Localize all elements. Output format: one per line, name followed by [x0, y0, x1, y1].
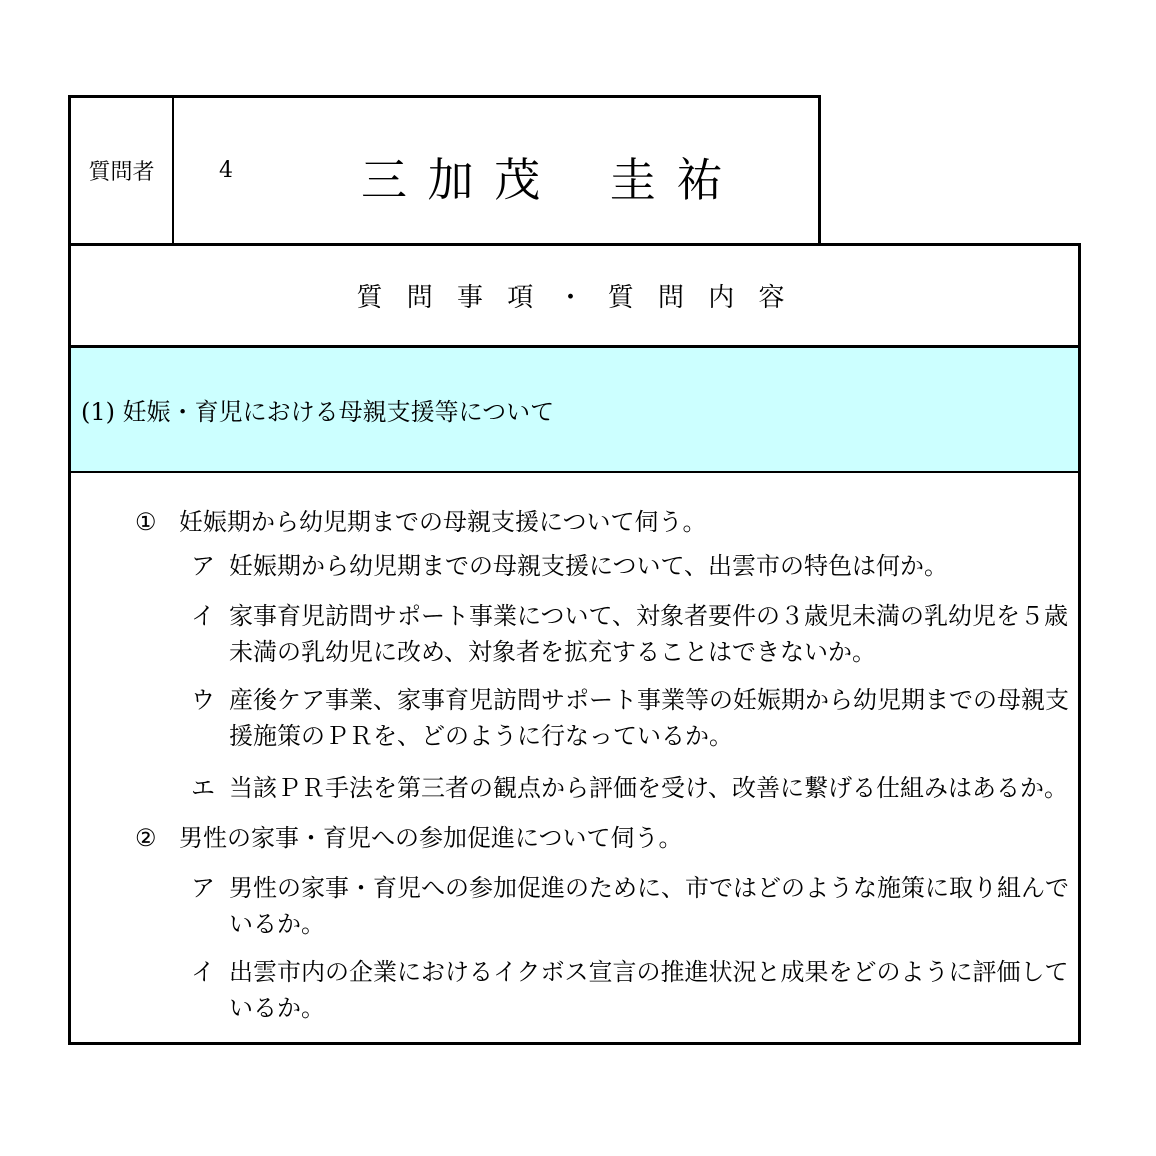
item-marker: ア: [191, 874, 215, 902]
questioner-label: 質問者: [71, 98, 174, 243]
item-marker: イ: [191, 602, 215, 630]
section-title: 質 問 事 項 ・ 質 問 内 容: [71, 246, 1078, 348]
item-marker: ウ: [191, 686, 215, 714]
item-text: 援施策のＰＲを、どのように行なっているか。: [229, 722, 733, 750]
item-text: 出雲市内の企業におけるイクボス宣言の推進状況と成果をどのように評価して: [229, 958, 1069, 986]
item-text: 家事育児訪問サポート事業について、対象者要件の３歳児未満の乳幼児を５歳: [229, 602, 1069, 630]
item-text: いるか。: [229, 994, 325, 1022]
questioner-header: [68, 95, 821, 246]
questioner-number: 4: [219, 158, 233, 183]
item-text: 男性の家事・育児への参加促進について伺う。: [179, 824, 683, 852]
item-text: 妊娠期から幼児期までの母親支援について伺う。: [179, 508, 707, 536]
item-text: 産後ケア事業、家事育児訪問サポート事業等の妊娠期から幼児期までの母親支: [229, 686, 1069, 714]
item-marker: ア: [191, 552, 215, 580]
item-marker: エ: [191, 774, 215, 802]
topic-heading: (1) 妊娠・育児における母親支援等について: [71, 348, 1078, 473]
item-marker: イ: [191, 958, 215, 986]
questioner-name: 三 加 茂 圭 祐: [361, 153, 726, 207]
item-marker: ②: [135, 824, 157, 852]
item-marker: ①: [135, 508, 157, 536]
item-text: 当該ＰＲ手法を第三者の観点から評価を受け、改善に繋げる仕組みはあるか。: [229, 774, 1069, 802]
item-text: 男性の家事・育児への参加促進のために、市ではどのような施策に取り組んで: [229, 874, 1069, 902]
question-table: [68, 243, 1081, 1045]
item-text: 妊娠期から幼児期までの母親支援について、出雲市の特色は何か。: [229, 552, 949, 580]
item-text: いるか。: [229, 910, 325, 938]
item-text: 未満の乳幼児に改め、対象者を拡充することはできないか。: [229, 638, 877, 666]
